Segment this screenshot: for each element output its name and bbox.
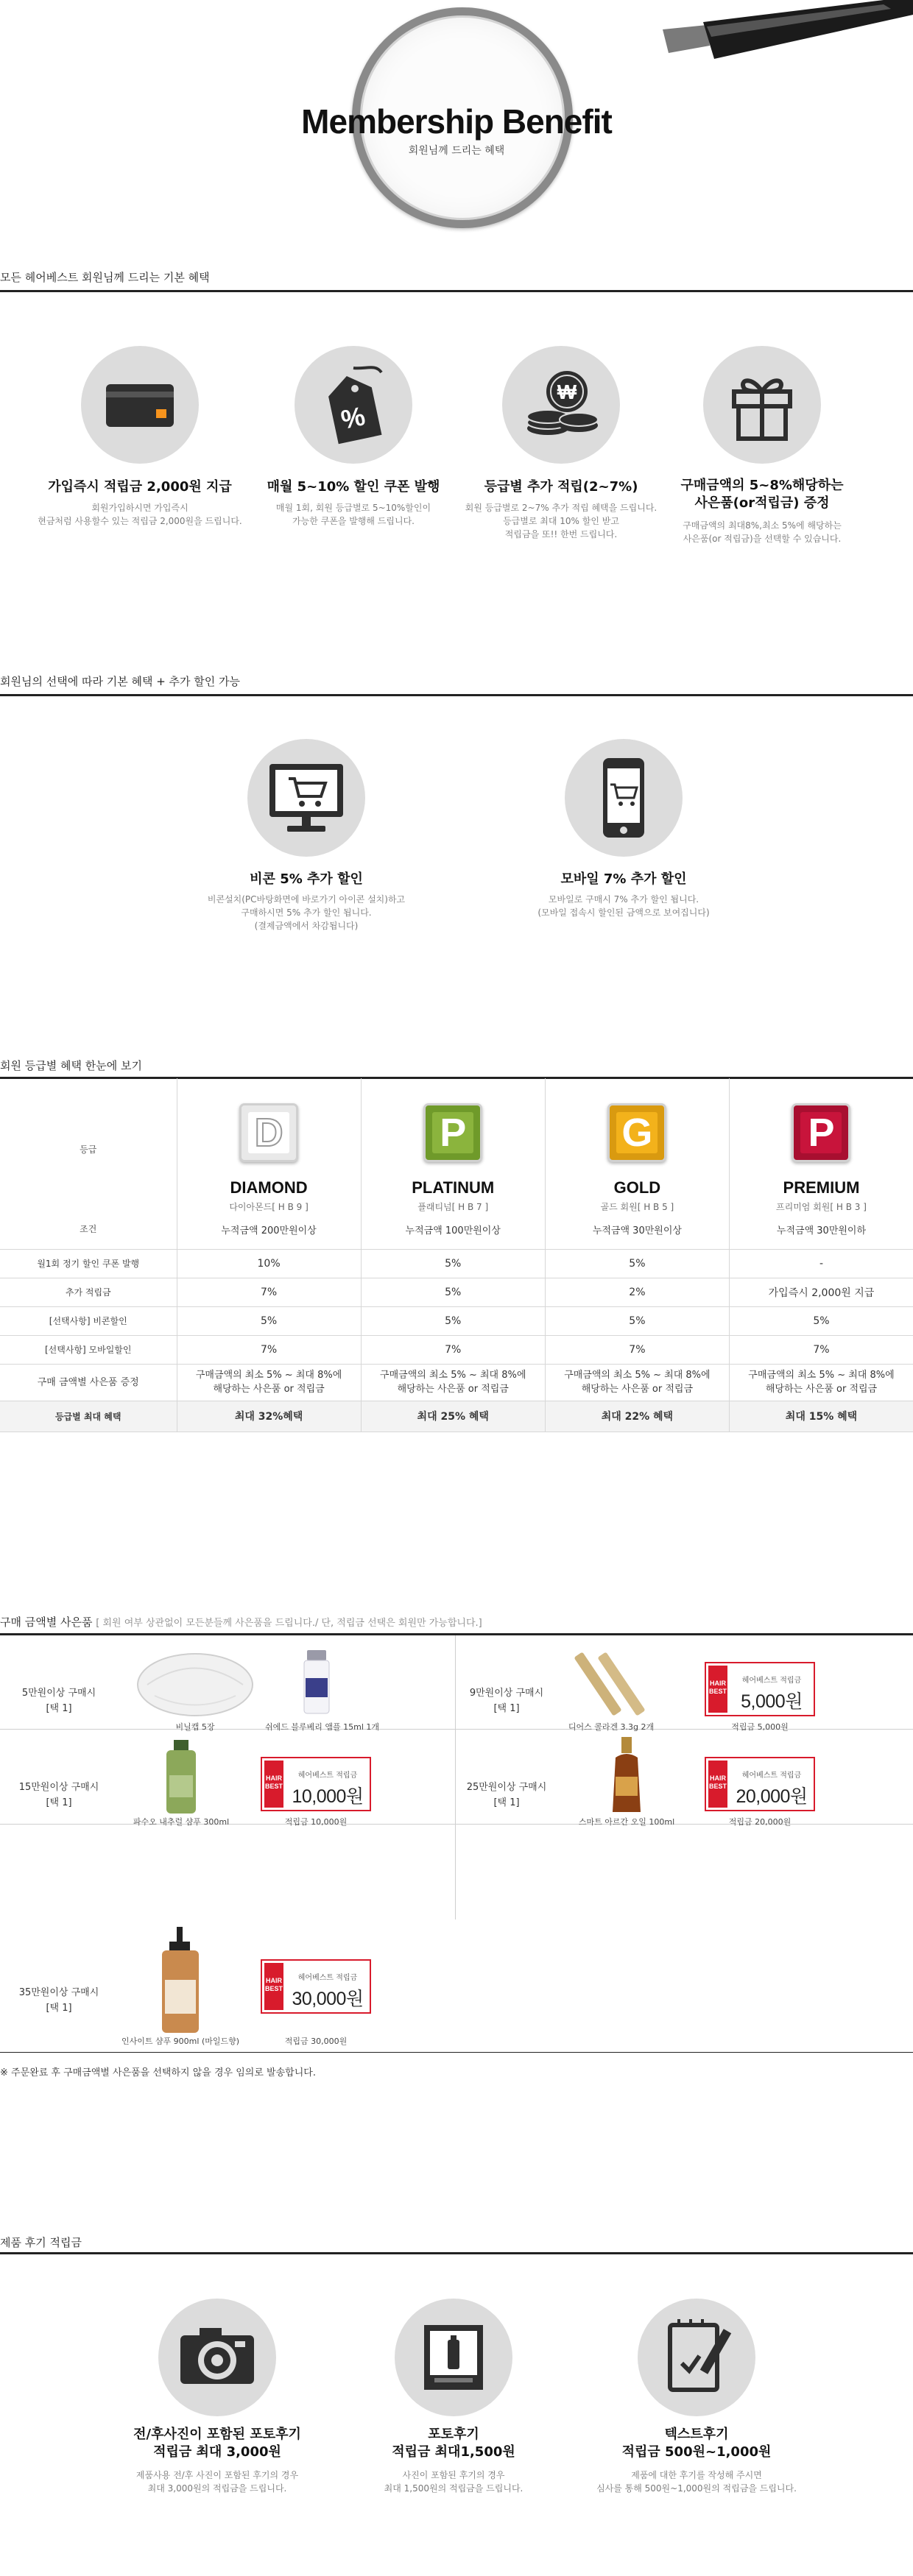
grade-condition: 누적금액 200만원이상 <box>221 1225 317 1236</box>
monitor-cart-icon <box>247 739 365 857</box>
points-card: HAIR BEST 헤어베스트 적립금 10,000원 <box>261 1757 371 1811</box>
points-card: HAIR BEST 헤어베스트 적립금 30,000원 <box>261 1959 371 2014</box>
section-divider <box>0 694 913 696</box>
grade-code: 골드 회원[ H B 5 ] <box>600 1202 674 1212</box>
condition-label: 조건 <box>80 1224 97 1234</box>
shampoo-bottle-icon <box>159 1738 203 1815</box>
benefit-desc: 회원 등급별로 2~7% 추가 적립 혜택을 드립니다. 등급별로 최대 10% 할인 받고 적립금을 또!! 한번 드립니다. <box>465 503 658 539</box>
grade-name: PLATINUM <box>412 1178 495 1197</box>
photo-frame-icon <box>395 2299 512 2416</box>
percent-tag-icon <box>295 346 412 464</box>
points-card: HAIR BEST 헤어베스트 적립금 20,000원 <box>705 1757 815 1811</box>
grade-column-diamond <box>177 1078 361 1249</box>
table-row: [선택사항] 비콘할인 5% 5% 5% 5% <box>0 1306 913 1335</box>
points-caption: 적립금 20,000원 <box>728 1817 792 1827</box>
mobile-cart-icon <box>565 739 683 857</box>
table-row-gift: 구매 금액별 사은품 증정 구매금액의 최소 5% ~ 최대 8%에 해당하는 사은품 or 적립금 구매금액의 최소 5% ~ 최대 8%에 해당하는 사은품 or 적립금 구매금액의 최소 5% ~ 최대 8%에 해당하는 사은품 or 적립금 구매금액의 최소 5% ~ 최대 8%에 해당하는 사은품 or 적립금 <box>0 1364 913 1401</box>
argan-oil-bottle-icon <box>608 1735 645 1815</box>
section-title-gifts: 구매 금액별 사은품 [ 회원 여부 상관없이 모든분들께 사은품을 드립니다./ 단, 적립금 선택은 회원만 가능합니다.] <box>0 1616 482 1629</box>
tier-threshold: 9만원이상 구매시 [택 1] <box>469 1688 544 1714</box>
product-caption: 파수오 내추럴 샴푸 300ml <box>133 1817 230 1827</box>
product-caption: 비닐캡 5장 <box>175 1722 215 1732</box>
section-divider <box>0 2252 913 2254</box>
won-coins-icon <box>502 346 620 464</box>
extra-title: 비콘 5% 추가 할인 <box>250 871 363 887</box>
camera-icon <box>158 2299 276 2416</box>
tier-threshold: 35만원이상 구매시 [택 1] <box>18 1987 99 2014</box>
table-row-max-benefit: 등급별 최대 혜택 최대 32%혜택 최대 25% 혜택 최대 22% 혜택 최대 15% 혜택 <box>0 1401 913 1432</box>
grade-code: 플래티넘[ H B 7 ] <box>417 1202 489 1212</box>
gift-footnote: ※ 주문완료 후 구매금액별 사은품을 선택하지 않을 경우 임의로 발송합니다. <box>0 2067 316 2078</box>
page-title: Membership Benefit <box>301 102 612 141</box>
benefit-title: 가입즉시 적립금 2,000원 지급 <box>48 479 232 495</box>
benefit-desc: 회원가입하시면 가입즉시 현금처럼 사용할수 있는 적립금 2,000원을 드립니다. <box>38 503 242 526</box>
grade-column-premium <box>729 1078 913 1249</box>
benefit-title: 등급별 추가 적립(2~7%) <box>484 479 638 495</box>
table-row: [선택사항] 모바일할인 7% 7% 7% 7% <box>0 1335 913 1364</box>
grade-benefit-table <box>0 1078 913 1432</box>
table-row: 월1회 정기 할인 쿠폰 발행 10% 5% 5% - <box>0 1249 913 1278</box>
product-caption: 인사이트 샴푸 900ml (마일드향) <box>121 2037 240 2046</box>
grade-condition: 누적금액 100만원이상 <box>405 1225 501 1236</box>
benefit-title: 구매금액의 5~8%해당하는 사은품(or적립금) 증정 <box>680 478 844 511</box>
benefit-title: 매월 5~10% 할인 쿠폰 발행 <box>267 479 440 495</box>
benefit-desc: 매월 1회, 회원 등급별로 5~10%할인이 가능한 쿠폰을 발행해 드립니다. <box>275 503 431 526</box>
points-caption: 적립금 30,000원 <box>284 2037 348 2046</box>
hero-banner <box>0 0 913 250</box>
tier-threshold: 5만원이상 구매시 [택 1] <box>21 1688 96 1714</box>
svg-text:%: % <box>338 400 368 435</box>
product-caption: 디어스 콜라겐 3.3g 2개 <box>568 1722 655 1732</box>
grade-name: PREMIUM <box>783 1178 860 1197</box>
grade-condition: 누적금액 30만원이하 <box>776 1225 867 1236</box>
benefit-desc: 구매금액의 최대8%,최소 5%에 해당하는 사은품(or 적립금)을 선택할 수 있습니다. <box>683 520 842 544</box>
extra-title: 모바일 7% 추가 할인 <box>560 871 687 887</box>
diamond-badge-icon: D <box>239 1103 298 1162</box>
platinum-badge-icon: P <box>423 1103 482 1162</box>
section-divider <box>0 290 913 292</box>
points-caption: 적립금 10,000원 <box>284 1817 348 1827</box>
extra-desc: 비콘설치(PC바탕화면에 바로가기 아이콘 설치)하고 구매하시면 5% 추가 할인 됩니다. (결제금액에서 차감됩니다) <box>207 894 406 931</box>
product-caption: 쉬에드 블루베리 앰플 15ml 1개 <box>265 1722 380 1732</box>
review-title: 텍스트후기 적립금 500원~1,000원 <box>621 2427 772 2460</box>
gold-badge-icon: G <box>607 1103 666 1162</box>
grade-code: 프리미엄 회원[ H B 3 ] <box>776 1202 867 1212</box>
review-desc: 제품에 대한 후기를 작성해 주시면 심사를 통해 500원~1,000원의 적립금을 드립니다. <box>596 2470 797 2494</box>
section-divider <box>0 1633 913 1635</box>
notepad-pen-icon <box>638 2299 755 2416</box>
insight-shampoo-bottle-icon <box>155 1925 206 2034</box>
grade-condition: 누적금액 30만원이상 <box>592 1225 682 1236</box>
grade-column-platinum <box>361 1078 545 1249</box>
table-row: 추가 적립금 7% 5% 2% 가입즉시 2,000원 지급 <box>0 1278 913 1306</box>
review-title: 전/후사진이 포함된 포토후기 적립금 최대 3,000원 <box>133 2427 301 2460</box>
page-subtitle: 회원님께 드리는 혜택 <box>408 145 505 157</box>
svg-text:₩: ₩ <box>557 381 577 403</box>
review-desc: 사진이 포함된 후기의 경우 최대 1,500원의 적립금을 드립니다. <box>384 2470 524 2494</box>
grade-name: DIAMOND <box>230 1178 308 1197</box>
extra-desc: 모바일로 구매시 7% 추가 할인 됩니다. (모바일 접속시 할인된 금액으로 보여집니다) <box>537 894 710 918</box>
tier-threshold: 15만원이상 구매시 [택 1] <box>18 1782 99 1808</box>
gift-box-icon <box>703 346 821 464</box>
review-title: 포토후기 적립금 최대1,500원 <box>392 2427 515 2460</box>
vinyl-cap-icon <box>133 1644 258 1718</box>
section-title-reviews: 제품 후기 적립금 <box>0 2236 82 2249</box>
grade-label: 등급 <box>80 1144 97 1155</box>
collagen-stick-icon <box>571 1649 652 1716</box>
ampoule-bottle-icon <box>298 1649 335 1716</box>
table-header-row <box>0 1078 913 1249</box>
grade-code: 다이아몬드[ H B 9 ] <box>229 1202 309 1212</box>
section-title-basic: 모든 헤어베스트 회원님께 드리는 기본 혜택 <box>0 271 210 284</box>
review-desc: 제품사용 전/후 사진이 포함된 후기의 경우 최대 3,000원의 적립금을 드립니다. <box>135 2470 299 2494</box>
grade-name: GOLD <box>613 1178 661 1197</box>
credit-card-icon <box>81 346 199 464</box>
grade-column-gold <box>545 1078 729 1249</box>
premium-badge-icon: P <box>792 1103 850 1162</box>
magnifier-handle-icon <box>663 0 913 81</box>
points-card: HAIR BEST 헤어베스트 적립금 5,000원 <box>705 1662 815 1716</box>
points-caption: 적립금 5,000원 <box>731 1722 789 1732</box>
product-caption: 스마트 아르간 오일 100ml <box>578 1817 675 1827</box>
section-title-extra: 회원님의 선택에 따라 기본 혜택 + 추가 할인 가능 <box>0 675 241 688</box>
section-title-grades: 회원 등급별 혜택 한눈에 보기 <box>0 1059 142 1072</box>
tier-threshold: 25만원이상 구매시 [택 1] <box>466 1782 547 1808</box>
